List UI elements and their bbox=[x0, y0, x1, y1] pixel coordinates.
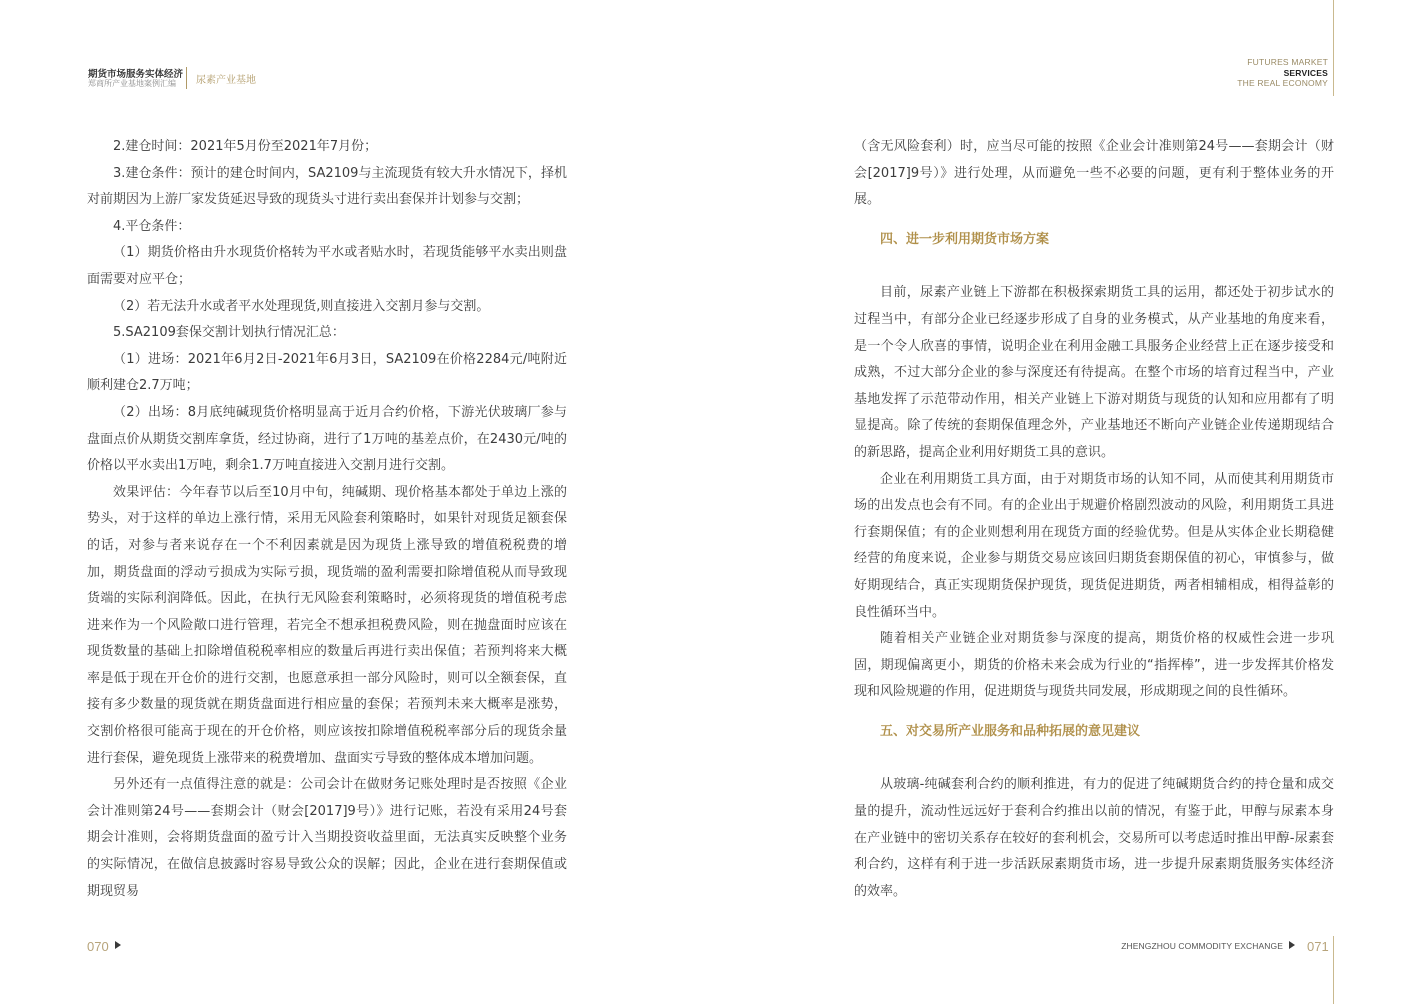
footer-exchange-name: ZHENGZHOU COMMODITY EXCHANGE bbox=[1121, 941, 1283, 951]
paragraph: 随着相关产业链企业对期货参与深度的提高，期货价格的权威性会进一步巩固，期现偏离更小，期货的价格未来会成为行业的“指挥棒”，进一步发挥其价格发现和风险规避的作用，促进期货与现货共同发展，形成期现之间的良性循环。 bbox=[854, 631, 1334, 700]
paragraph: 2.建仓时间：2021年5月份至2021年7月份； bbox=[113, 139, 378, 154]
header-subtitle: 郑商所产业基地案例汇编 bbox=[88, 79, 176, 88]
left-column bbox=[87, 134, 567, 905]
section-heading-4: 四、进一步利用期货市场方案 bbox=[880, 231, 1050, 247]
bottom-right-rule bbox=[1333, 936, 1334, 1004]
left-arrow-icon bbox=[115, 941, 121, 949]
paragraph: 企业在利用期货工具方面，由于对期货市场的认知不同，从而使其利用期货市场的出发点也会有不同。有的企业出于规避价格剧烈波动的风险，利用期货工具进行套期保值；有的企业则想利用在现货方面的经验优势。但是从实体企业长期稳健经营的角度来说，企业参与期货交易应该回归期货套期保值的初心，审慎参与，做好期现结合，真正实现期货保护现货，现货促进期货，两者相辅相成，相得益彰的良性循环当中。 bbox=[854, 471, 1334, 620]
paragraph: （1）期货价格由升水现货价格转为平水或者贴水时，若现货能够平水卖出则盘面需要对应平仓； bbox=[87, 245, 567, 287]
right-arrow-icon bbox=[1289, 941, 1295, 949]
paragraph-continuation: （含无风险套利）时，应当尽可能的按照《企业会计准则第24号——套期会计（财会[2017]9号）》进行处理，从而避免一些不必要的问题，更有利于整体业务的开展。 bbox=[854, 139, 1334, 208]
paragraph: 效果评估：今年春节以后至10月中旬，纯碱期、现价格基本都处于单边上涨的势头，对于这样的单边上涨行情，采用无风险套利策略时，如果针对现货足额套保的话，对参与者来说存在一个不利因素就是因为现货上涨导致的增值税税费的增加，期货盘面的浮动亏损成为实际亏损，现货端的盈利需要扣除增值税从而导致现货端的实际利润降低。因此，在执行无风险套利策略时，必须将现货的增值税考虑进来作为一个风险敞口进行管理，若完全不想承担税费风险，则在抛盘面时应该在现货数量的基础上扣除增值税税率相应的数量后再进行卖出保值；若预判将来大概率是低于现在开仓价的进行交割，也愿意承担一部分风险时，则可以全额套保，直接有多少数量的现货就在期货盘面进行相应量的套保；若预判未来大概率是涨势，交割价格很可能高于现在的开仓价格，则应该按扣除增值税税率部分后的现货余量进行套保，避免现货上涨带来的税费增加、盘面实亏导致的整体成本增加问题。 bbox=[87, 484, 567, 766]
paragraph: 从玻璃-纯碱套利合约的顺利推进，有力的促进了纯碱期货合约的持仓量和成交量的提升，流动性远远好于套利合约推出以前的情况，有鉴于此，甲醇与尿素本身在产业链中的密切关系存在较好的套利机会，交易所可以考虑适时推出甲醇-尿素套利合约，这样有利于进一步活跃尿素期货市场，进一步提升尿素期货服务实体经济的效率。 bbox=[854, 777, 1334, 899]
paragraph: 目前，尿素产业链上下游都在积极探索期货工具的运用，都还处于初步试水的过程当中，有部分企业已经逐步形成了自身的业务模式，从产业基地的角度来看，是一个令人欣喜的事情，说明企业在利用金融工具服务企业经营上正在逐步接受和成熟，不过大部分企业的参与深度还有待提高。在整个市场的培育过程当中，产业基地发挥了示范带动作用，相关产业链上下游对期货与现货的认知和应用都有了明显提高。除了传统的套期保值理念外，产业基地还不断向产业链企业传递期现结合的新思路，提高企业利用好期货工具的意识。 bbox=[854, 285, 1334, 460]
header-title: 期货市场服务实体经济 bbox=[88, 69, 184, 80]
paragraph: 另外还有一点值得注意的就是：公司会计在做财务记账处理时是否按照《企业会计准则第24号——套期会计（财会[2017]9号）》进行记账，若没有采用24号套期会计准则，会将期货盘面的盈亏计入当期投资收益里面，无法真实反映整个业务的实际情况，在做信息披露时容易导致公众的误解；因此，企业在进行套期保值或期现贸易 bbox=[87, 777, 567, 899]
header-right-line3: THE REAL ECONOMY bbox=[1237, 78, 1328, 88]
paragraph: 3.建仓条件：预计的建仓时间内，SA2109与主流现货有较大升水情况下，择机对前期因为上游厂家发货延迟导致的现货头寸进行卖出套保并计划参与交割； bbox=[87, 165, 567, 208]
paragraph: 4.平仓条件： bbox=[113, 218, 191, 234]
paragraph: （2）出场：8月底纯碱现货价格明显高于近月合约价格，下游光伏玻璃厂参与盘面点价从期货交割库拿货，经过协商，进行了1万吨的基差点价，在2430元/吨的价格以平水卖出1万吨，剩余1.7万吨直接进入交割月进行交割。 bbox=[87, 404, 567, 474]
header-right-line2: SERVICES bbox=[1283, 67, 1328, 78]
header-divider bbox=[186, 67, 187, 89]
header-right-line1: FUTURES MARKET bbox=[1247, 57, 1328, 67]
right-page-number: 071 bbox=[1307, 939, 1329, 954]
section-heading-5: 五、对交易所产业服务和品种拓展的意见建议 bbox=[880, 723, 1141, 739]
left-page-number: 070 bbox=[87, 939, 109, 954]
paragraph: （1）进场：2021年6月2日-2021年6月3日，SA2109在价格2284元/吨附近顺利建仓2.7万吨； bbox=[87, 351, 567, 394]
header-section: 尿素产业基地 bbox=[196, 75, 256, 86]
paragraph: （2）若无法升水或者平水处理现货,则直接进入交割月参与交割。 bbox=[113, 298, 490, 314]
top-right-rule bbox=[1333, 0, 1334, 96]
right-column bbox=[854, 134, 1334, 905]
header-right-block bbox=[1237, 57, 1328, 89]
paragraph: 5.SA2109套保交割计划执行情况汇总： bbox=[113, 325, 345, 341]
